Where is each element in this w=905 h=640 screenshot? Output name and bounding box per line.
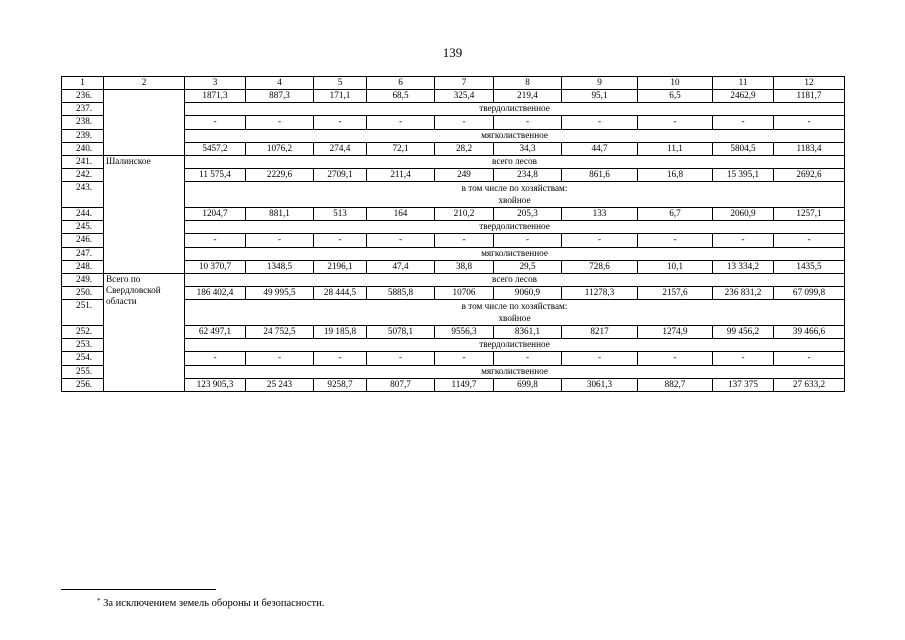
table-row — [62, 273, 845, 286]
value-cell: 137 375 — [713, 378, 774, 391]
value-cell: 123 905,3 — [185, 378, 246, 391]
row-number: 245. — [62, 221, 104, 234]
row-number: 256. — [62, 378, 104, 391]
header-cell: 11 — [713, 77, 774, 90]
value-cell: 234,8 — [494, 168, 562, 181]
value-cell: 881,1 — [246, 208, 314, 221]
value-cell: - — [246, 116, 314, 129]
value-cell: 62 497,1 — [185, 326, 246, 339]
value-cell: - — [367, 116, 435, 129]
value-cell: 1183,4 — [774, 142, 845, 155]
value-cell: 186 402,4 — [185, 286, 246, 299]
value-cell: 1435,5 — [774, 260, 845, 273]
value-cell: 325,4 — [435, 90, 494, 103]
category-label-line: хвойное — [498, 313, 531, 324]
value-cell: 38,8 — [435, 260, 494, 273]
row-number: 255. — [62, 365, 104, 378]
category-label: твердолиственное — [185, 221, 845, 234]
value-cell: 205,3 — [494, 208, 562, 221]
value-cell: 11,1 — [638, 142, 713, 155]
row-number: 250. — [62, 286, 104, 299]
footnote-text: За исключением земель обороны и безопасности. — [103, 598, 325, 609]
value-cell: 1274,9 — [638, 326, 713, 339]
value-cell: 99 456,2 — [713, 326, 774, 339]
header-cell: 12 — [774, 77, 845, 90]
value-cell: - — [774, 116, 845, 129]
region-name — [104, 90, 185, 156]
row-number: 241. — [62, 155, 104, 168]
row-number: 236. — [62, 90, 104, 103]
value-cell: 2692,6 — [774, 168, 845, 181]
value-cell: 6,7 — [638, 208, 713, 221]
row-number: 242. — [62, 168, 104, 181]
value-cell: - — [494, 234, 562, 247]
value-cell: 5804,5 — [713, 142, 774, 155]
value-cell: 728,6 — [562, 260, 638, 273]
value-cell: 211,4 — [367, 168, 435, 181]
value-cell: - — [713, 352, 774, 365]
value-cell: 164 — [367, 208, 435, 221]
value-cell: 15 395,1 — [713, 168, 774, 181]
row-number: 239. — [62, 129, 104, 142]
value-cell: 1257,1 — [774, 208, 845, 221]
region-name: Всего по Свердловской области — [104, 273, 185, 391]
value-cell: 1348,5 — [246, 260, 314, 273]
value-cell: - — [246, 234, 314, 247]
value-cell: - — [185, 234, 246, 247]
value-cell: 210,2 — [435, 208, 494, 221]
value-cell: 95,1 — [562, 90, 638, 103]
table-body — [62, 77, 845, 392]
value-cell: - — [435, 116, 494, 129]
category-label: твердолиственное — [185, 103, 845, 116]
value-cell: 2709,1 — [314, 168, 367, 181]
value-cell: 887,3 — [246, 90, 314, 103]
value-cell: 72,1 — [367, 142, 435, 155]
value-cell: - — [638, 352, 713, 365]
value-cell: 67 099,8 — [774, 286, 845, 299]
value-cell: 11 575,4 — [185, 168, 246, 181]
category-label: всего лесов — [185, 273, 845, 286]
value-cell: 1204,7 — [185, 208, 246, 221]
value-cell: 47,4 — [367, 260, 435, 273]
value-cell: 1076,2 — [246, 142, 314, 155]
value-cell: - — [562, 234, 638, 247]
value-cell: 10,1 — [638, 260, 713, 273]
header-cell: 10 — [638, 77, 713, 90]
value-cell: 25 243 — [246, 378, 314, 391]
row-number: 247. — [62, 247, 104, 260]
value-cell: 28,2 — [435, 142, 494, 155]
table-header-row — [62, 77, 845, 90]
value-cell: 8217 — [562, 326, 638, 339]
row-number: 238. — [62, 116, 104, 129]
table-row — [62, 155, 845, 168]
category-label: мягколиственное — [185, 129, 845, 142]
value-cell: - — [435, 234, 494, 247]
category-label: всего лесов — [185, 155, 845, 168]
value-cell: 1181,7 — [774, 90, 845, 103]
table-row — [62, 90, 845, 103]
value-cell: 2157,6 — [638, 286, 713, 299]
value-cell: 44,7 — [562, 142, 638, 155]
header-cell: 4 — [246, 77, 314, 90]
value-cell: 24 752,5 — [246, 326, 314, 339]
row-number: 244. — [62, 208, 104, 221]
footnote — [97, 598, 324, 609]
value-cell: - — [185, 116, 246, 129]
value-cell: - — [367, 352, 435, 365]
value-cell: 1871,3 — [185, 90, 246, 103]
value-cell: 10706 — [435, 286, 494, 299]
header-cell: 5 — [314, 77, 367, 90]
value-cell: 236 831,2 — [713, 286, 774, 299]
value-cell: - — [774, 234, 845, 247]
value-cell: - — [435, 352, 494, 365]
value-cell: 133 — [562, 208, 638, 221]
value-cell: 1149,7 — [435, 378, 494, 391]
value-cell: - — [314, 352, 367, 365]
header-cell: 7 — [435, 77, 494, 90]
category-label: мягколиственное — [185, 365, 845, 378]
value-cell: 16,8 — [638, 168, 713, 181]
page-number: 139 — [442, 45, 463, 60]
value-cell: - — [367, 234, 435, 247]
forest-data-table — [61, 76, 845, 392]
value-cell: 861,6 — [562, 168, 638, 181]
value-cell: 699,8 — [494, 378, 562, 391]
row-number: 237. — [62, 103, 104, 116]
value-cell: - — [713, 116, 774, 129]
footnote-mark: * — [97, 597, 101, 605]
value-cell: 10 370,7 — [185, 260, 246, 273]
value-cell: 5885,8 — [367, 286, 435, 299]
value-cell: - — [246, 352, 314, 365]
value-cell: 2229,6 — [246, 168, 314, 181]
value-cell: 9258,7 — [314, 378, 367, 391]
category-label-line: хвойное — [498, 195, 531, 206]
value-cell: - — [774, 352, 845, 365]
row-number: 251. — [62, 300, 104, 326]
value-cell: 9556,3 — [435, 326, 494, 339]
value-cell: 5457,2 — [185, 142, 246, 155]
category-label: мягколиственное — [185, 247, 845, 260]
region-name: Шалинское — [104, 155, 185, 273]
value-cell: 49 995,5 — [246, 286, 314, 299]
header-cell: 8 — [494, 77, 562, 90]
category-label-line: в том числе по хозяйствам: — [461, 301, 568, 312]
value-cell: - — [314, 234, 367, 247]
value-cell: 807,7 — [367, 378, 435, 391]
row-number: 252. — [62, 326, 104, 339]
value-cell: 28 444,5 — [314, 286, 367, 299]
category-label — [185, 300, 845, 326]
row-number: 240. — [62, 142, 104, 155]
header-cell: 1 — [62, 77, 104, 90]
category-label-line: в том числе по хозяйствам: — [461, 183, 568, 194]
value-cell: 13 334,2 — [713, 260, 774, 273]
category-label — [185, 182, 845, 208]
value-cell: 19 185,8 — [314, 326, 367, 339]
value-cell: - — [494, 116, 562, 129]
value-cell: 3061,3 — [562, 378, 638, 391]
value-cell: 39 466,6 — [774, 326, 845, 339]
row-number: 253. — [62, 339, 104, 352]
value-cell: 34,3 — [494, 142, 562, 155]
value-cell: - — [562, 352, 638, 365]
footnote-separator — [61, 589, 216, 590]
value-cell: - — [185, 352, 246, 365]
value-cell: - — [713, 234, 774, 247]
value-cell: 882,7 — [638, 378, 713, 391]
value-cell: 8361,1 — [494, 326, 562, 339]
value-cell: 274,4 — [314, 142, 367, 155]
value-cell: 9060,9 — [494, 286, 562, 299]
header-cell: 3 — [185, 77, 246, 90]
value-cell: 171,1 — [314, 90, 367, 103]
value-cell: 6,5 — [638, 90, 713, 103]
row-number: 246. — [62, 234, 104, 247]
value-cell: 2462,9 — [713, 90, 774, 103]
header-cell: 9 — [562, 77, 638, 90]
value-cell: 513 — [314, 208, 367, 221]
value-cell: 5078,1 — [367, 326, 435, 339]
value-cell: 29,5 — [494, 260, 562, 273]
value-cell: 11278,3 — [562, 286, 638, 299]
value-cell: 2060,9 — [713, 208, 774, 221]
row-number: 243. — [62, 182, 104, 208]
header-cell: 6 — [367, 77, 435, 90]
value-cell: 2196,1 — [314, 260, 367, 273]
row-number: 254. — [62, 352, 104, 365]
value-cell: - — [562, 116, 638, 129]
value-cell: 219,4 — [494, 90, 562, 103]
value-cell: 27 633,2 — [774, 378, 845, 391]
value-cell: - — [638, 116, 713, 129]
value-cell: - — [494, 352, 562, 365]
row-number: 248. — [62, 260, 104, 273]
value-cell: - — [314, 116, 367, 129]
value-cell: - — [638, 234, 713, 247]
category-label: твердолиственное — [185, 339, 845, 352]
value-cell: 249 — [435, 168, 494, 181]
row-number: 249. — [62, 273, 104, 286]
value-cell: 68,5 — [367, 90, 435, 103]
header-cell: 2 — [104, 77, 185, 90]
